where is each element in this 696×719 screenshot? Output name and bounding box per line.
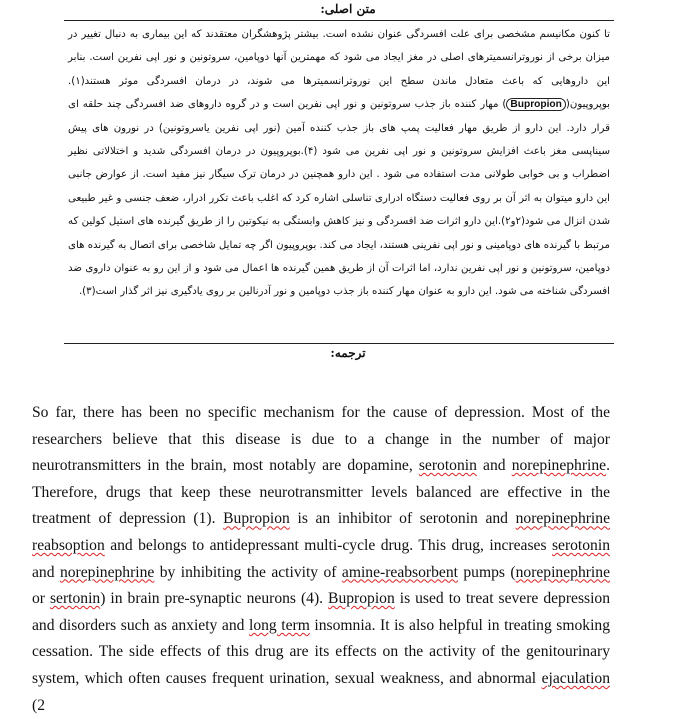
translation-text-segment: is an inhibitor of serotonin and <box>289 510 516 528</box>
spellcheck-flagged-word: ejaculation <box>541 669 610 687</box>
spellcheck-flagged-word: serotonin <box>551 536 610 554</box>
spellcheck-flagged-word: norepinephrine <box>515 563 610 581</box>
translation-text-segment: or <box>32 590 50 608</box>
translation-text-segment: insomnia. It is also helpful in treating smoking cessation. The side effects of this drug are its effects on the activity of the genitourinary system, which often causes frequent urination, sexual weakness, and abnormal <box>32 616 611 687</box>
translation-text-segment: and belongs to antidepressant multi-cycle drug. This drug, increases <box>104 536 552 554</box>
spellcheck-flagged-word: long term <box>248 616 310 634</box>
translation-text-segment: (2 <box>32 696 45 714</box>
spellcheck-flagged-word: norepinephrine <box>515 510 610 528</box>
translation-text-segment: So far, there has been no specific mechanism for the cause of depression. Most of the researchers believe that this disease is due to a change in the number of major neurotransmitters in the brain, most notably are dopamine, <box>32 404 610 475</box>
translation-text-segment: ) in brain pre-synaptic neurons (4). <box>100 590 329 608</box>
original-text-part-1: تا کنون مکانیسم مشخصی برای علت افسردگی عنوان نشده است. بیشتر پژوهشگران معتقدند که این بیماری به دنبال تغییر در میزان برخی از نوروترانسمیترهای اصلی در مغز ایجاد می شود که مهمترین آنها دوپامین، سروتونین و نور اپی نفرین است. بنابر این داروهایی که باعث متعادل ماندن سطح این نوروترانسمیترها می شوند، در درمان افسردگی موثر هستند(۱). بوپروپیون( <box>68 29 610 111</box>
translation-text-segment: and <box>476 457 512 475</box>
spellcheck-flagged-word: amine-reabsorbent <box>341 563 458 581</box>
original-text-box <box>64 20 614 344</box>
spellcheck-flagged-word: Bupropion <box>328 590 395 608</box>
translation-text-segment: pumps ( <box>457 563 516 581</box>
spellcheck-flagged-word: serotonin <box>418 457 477 475</box>
translation-text-segment: by inhibiting the activity of <box>154 563 342 581</box>
translation-paragraph <box>32 400 610 719</box>
spellcheck-flagged-word: norepinephrine <box>59 563 155 581</box>
translation-heading: ترجمه: <box>330 346 366 360</box>
spellcheck-flagged-word: Bupropion <box>223 510 290 528</box>
spellcheck-flagged-word: norepinephrine <box>511 457 607 475</box>
original-text-part-2: ) مهار کننده باز جذب سروتونین و نور اپی نفرین است و در گروه داروهای ضد افسردگی چند حلقه ای قرار دارد. این دارو از طریق مهار فعالیت پمپ های باز جذب کننده آمین (نور اپی نفرین یاسروتونین) در نورون های پیش سیناپسی مغز باعث افزایش سروتونین و نور اپی نفرین می شود (۴).بوپروپیون در درمان افسردگی شدید و اختلالاتی نظیر اضطراب و بی خوابی طولانی مدت استفاده می شود . این دارو همچنین در درمان ترک سیگار نیز مفید است. از عوارض جانبی این دارو میتوان به اثر آن بر روی فعالیت دستگاه ادراری تناسلی اشاره کرد که اغلب باعث تکرر ادرار، ضعف جنسی و غیر طبیعی شدن انزال می شود(۲و۲).این دارو اثرات ضد افسردگی و نیز کاهش وابستگی به نیکوتین را از طریق گیرنده های استیل کولین که مرتبط با گیرنده های دوپامینی و نور اپی نفرینی هستند، ایجاد می کند. بوپروپیون اگر چه تمایل شاخصی برای اتصال به گیرنده های دوپامین، سروتونین و نور اپی نفرین ندارد، اما اثرات آن از طریق همین گیرنده ها اعمال می شود و از این رو به عنوان داروی ضد افسردگی شناخته می شود. این دارو به عنوان مهار کننده باز جذب دوپامین و نور آدرنالین بر روی یادگیری نیز اثر گذار است(۳). <box>68 99 610 298</box>
spellcheck-flagged-word: sertonin <box>49 590 101 608</box>
translation-text-segment: is used to treat severe depression and disorders such as anxiety and <box>32 590 611 634</box>
translation-text-segment: . Therefore, drugs that keep these neurotransmitter levels balanced are effective in the treatment of depression (1). <box>32 457 611 528</box>
spellcheck-flagged-word: reabsoption <box>32 536 105 554</box>
original-text-heading: متن اصلی: <box>320 2 376 16</box>
original-persian-paragraph <box>64 21 614 304</box>
translation-text-segment: and <box>32 563 60 581</box>
bupropion-highlight: Bupropion <box>506 98 566 111</box>
